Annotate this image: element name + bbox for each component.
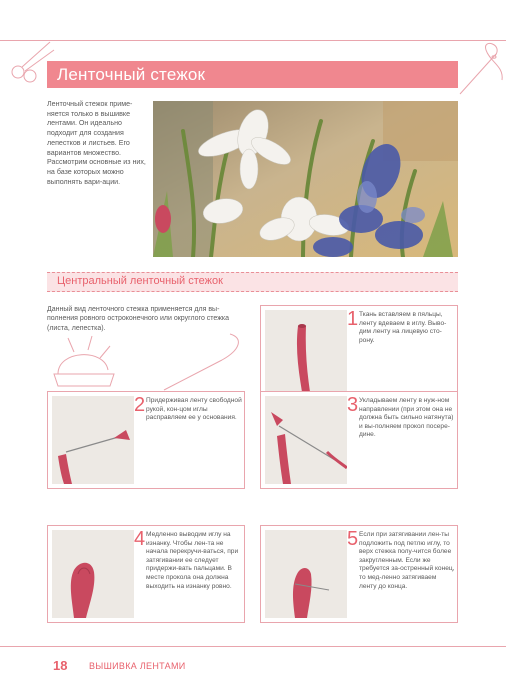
step-number: 1 [347,308,359,330]
step-text: Ткань вставляем в пяльцы, ленту вдеваем в иглу. Выво-дим ленту на лицевую сто-рону. [359,311,447,344]
step-photo-5 [265,530,347,618]
bottom-rule [0,646,506,647]
section-intro: Данный вид ленточного стежка применяется для вы-полнения ровного остроконечного или округлого стежка (листа, лепестка). [47,306,230,332]
ribbon-stitch-image [265,530,347,618]
page-number: 18 [53,658,68,673]
step-number: 3 [347,394,359,416]
step-card-4 [47,525,245,623]
ribbon-stitch-image [52,530,134,618]
ribbon-needle-image [52,396,134,484]
step-card-3 [260,391,458,489]
step-photo-2 [52,396,134,484]
step-number: 2 [134,394,146,416]
page-title: Ленточный стежок [57,65,206,84]
top-rule [0,40,506,41]
needle-thread-icon [452,36,506,102]
footer-book-title: ВЫШИВКА ЛЕНТАМИ [89,661,186,671]
step-text: Придерживая ленту свободной рукой, кон-цом иглы расправляем ее у основания. [146,397,242,422]
pincushion-icon [44,330,254,400]
step-text: Медленно выводим иглу на изнанку. Чтобы лен-та не начала перекручи-ваться, при затягивании ее следует придержи-вать пальцами. В месте прокола она должна выходить на изнанку ровно. [146,531,239,590]
title-banner [47,61,458,88]
ribbon-needle-image [265,396,347,484]
step-card-2 [47,391,245,489]
intro-paragraph: Ленточный стежок приме-няется только в вышивке лентами. Он идеально подходит для создания лепестков и листьев. Его вариантов множество. Рассмотрим основные из них, на базе которых можно выполнять вари-ации. [47,100,146,186]
hero-photo [153,101,458,257]
step-number: 4 [134,528,146,550]
step-text: Если при затягивании лен-ты подложить под петлю иглу, то верх стежка полу-чится более закругленным. Если же требуется за-остренный конец, то мед-ленно затягиваем ленту до конца. [359,531,455,590]
section-banner [47,272,458,292]
step-card-5 [260,525,458,623]
iris-embroidery-image [153,101,458,257]
step-number: 5 [347,528,359,550]
section-title: Центральный ленточный стежок [57,275,223,287]
ribbon-image [265,310,347,398]
step-photo-4 [52,530,134,618]
step-photo-1 [265,310,347,398]
step-photo-3 [265,396,347,484]
step-text: Укладываем ленту в нуж-ном направлении (при этом она не должна быть сильно натянута) и вы-полняем прокол посере-дине. [359,397,454,439]
step-card-1 [260,305,458,403]
